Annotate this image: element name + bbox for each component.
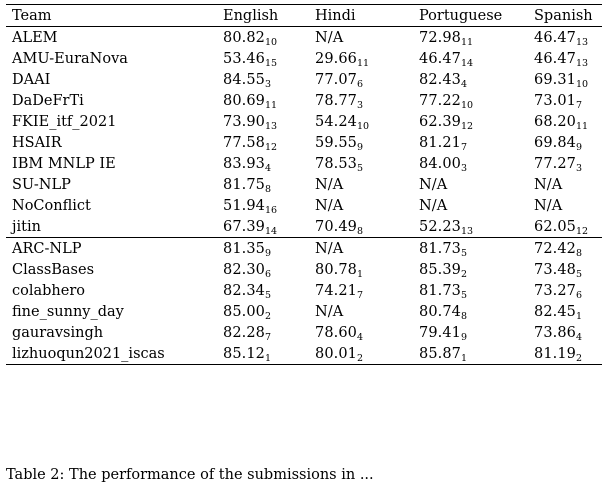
cell-score — [529, 111, 602, 132]
cell-team: ClassBases — [12, 261, 95, 278]
cell-score — [218, 322, 310, 343]
score-rank: 2 — [357, 352, 364, 364]
score-rank: 2 — [461, 268, 468, 280]
score-value: N/A — [315, 29, 344, 46]
table-row — [6, 195, 602, 216]
cell-score — [218, 216, 310, 238]
score-rank: 12 — [265, 141, 278, 153]
score-value: 73.27 — [534, 282, 577, 299]
score-rank: 3 — [576, 162, 583, 174]
cell-score — [218, 69, 310, 90]
score-rank: 1 — [461, 352, 468, 364]
cell-team: HSAIR — [12, 134, 62, 151]
cell-score — [414, 111, 529, 132]
score-rank: 11 — [357, 57, 370, 69]
cell-team: ALEM — [12, 29, 58, 46]
score-rank: 10 — [357, 120, 370, 132]
score-value: N/A — [419, 176, 448, 193]
score-rank: 7 — [461, 141, 468, 153]
table-caption: Table 2: The performance of the submissions in ... — [6, 467, 374, 483]
score-value: 73.48 — [534, 261, 577, 278]
score-value: 85.39 — [419, 261, 462, 278]
cell-team: FKIE_itf_2021 — [12, 113, 117, 130]
cell-team: fine_sunny_day — [12, 303, 124, 320]
score-value: 54.24 — [315, 113, 358, 130]
score-rank: 4 — [265, 162, 272, 174]
score-value: 69.84 — [534, 134, 577, 151]
score-value: 77.27 — [534, 155, 577, 172]
score-value: 62.05 — [534, 218, 577, 235]
table-row — [6, 111, 602, 132]
score-value: 85.00 — [223, 303, 266, 320]
score-rank: 6 — [265, 268, 272, 280]
score-rank: 2 — [265, 310, 272, 322]
cell-score — [414, 195, 529, 216]
score-value: 77.58 — [223, 134, 266, 151]
cell-score — [310, 301, 414, 322]
score-value: 84.55 — [223, 71, 266, 88]
table-row — [6, 174, 602, 195]
cell-team: ARC-NLP — [6, 238, 218, 260]
cell-score — [218, 27, 310, 49]
cell-score — [310, 48, 414, 69]
score-rank: 3 — [461, 162, 468, 174]
cell-score — [218, 132, 310, 153]
cell-score — [218, 111, 310, 132]
cell-score — [218, 343, 310, 365]
table-row — [6, 216, 602, 238]
score-rank: 1 — [357, 268, 364, 280]
score-value: 80.78 — [315, 261, 358, 278]
cell-score — [218, 301, 310, 322]
score-value: 68.20 — [534, 113, 577, 130]
score-value: 81.73 — [419, 240, 462, 257]
column-header-portuguese: Portuguese — [414, 5, 529, 27]
cell-score — [529, 238, 602, 260]
score-value: 59.55 — [315, 134, 358, 151]
score-rank: 15 — [265, 57, 278, 69]
score-value: 51.94 — [223, 197, 266, 214]
table-row — [6, 259, 602, 280]
score-value: 72.98 — [419, 29, 462, 46]
cell-team: colabhero — [12, 282, 85, 299]
cell-score — [310, 90, 414, 111]
score-value: 67.39 — [223, 218, 266, 235]
score-rank: 3 — [357, 99, 364, 111]
score-rank: 7 — [576, 99, 583, 111]
column-header-hindi: Hindi — [310, 5, 414, 27]
score-rank: 12 — [576, 225, 589, 237]
score-value: 80.74 — [419, 303, 462, 320]
score-value: N/A — [534, 197, 563, 214]
score-value: 78.77 — [315, 92, 358, 109]
score-value: 69.31 — [534, 71, 577, 88]
cell-score — [218, 280, 310, 301]
cell-team: AMU-EuraNova — [12, 50, 128, 67]
cell-score — [310, 195, 414, 216]
cell-team: NoConflict — [12, 197, 91, 214]
cell-score — [310, 216, 414, 238]
score-rank: 3 — [265, 78, 272, 90]
score-value: 72.42 — [534, 240, 577, 257]
cell-score — [529, 174, 602, 195]
score-rank: 9 — [461, 331, 468, 343]
score-value: 74.21 — [315, 282, 358, 299]
score-rank: 9 — [357, 141, 364, 153]
cell-score — [414, 216, 529, 238]
score-rank: 1 — [265, 352, 272, 364]
cell-team: lizhuoqun2021_iscas — [6, 343, 218, 365]
cell-score — [414, 301, 529, 322]
score-rank: 6 — [576, 289, 583, 301]
score-value: 82.43 — [419, 71, 462, 88]
cell-score — [414, 132, 529, 153]
score-value: 81.35 — [223, 240, 266, 257]
score-value: 78.60 — [315, 324, 358, 341]
score-rank: 10 — [576, 78, 589, 90]
cell-score — [529, 216, 602, 238]
table-row — [6, 322, 602, 343]
score-value: 46.47 — [534, 50, 577, 67]
table-row — [6, 238, 602, 260]
score-value: N/A — [315, 176, 344, 193]
cell-score — [310, 343, 414, 365]
cell-score — [310, 322, 414, 343]
score-rank: 13 — [461, 225, 474, 237]
cell-team: DAAI — [12, 71, 51, 88]
score-value: 80.82 — [223, 29, 266, 46]
score-value: 82.45 — [534, 303, 577, 320]
score-rank: 4 — [461, 78, 468, 90]
score-rank: 13 — [265, 120, 278, 132]
cell-score — [529, 259, 602, 280]
table-body — [6, 27, 602, 365]
score-rank: 14 — [461, 57, 474, 69]
cell-score — [414, 280, 529, 301]
cell-score — [414, 90, 529, 111]
score-rank: 2 — [576, 352, 583, 364]
score-value: 73.86 — [534, 324, 577, 341]
score-value: 80.69 — [223, 92, 266, 109]
cell-score — [414, 153, 529, 174]
cell-score — [218, 174, 310, 195]
score-rank: 5 — [576, 268, 583, 280]
score-value: 77.07 — [315, 71, 358, 88]
cell-score — [414, 27, 529, 49]
score-rank: 9 — [265, 247, 272, 259]
score-rank: 4 — [576, 331, 583, 343]
score-rank: 10 — [461, 99, 474, 111]
score-rank: 11 — [576, 120, 589, 132]
score-value: N/A — [419, 197, 448, 214]
cell-score — [529, 27, 602, 49]
score-rank: 13 — [576, 36, 589, 48]
cell-score — [310, 69, 414, 90]
score-rank: 8 — [357, 225, 364, 237]
cell-score — [414, 174, 529, 195]
score-value: 85.87 — [419, 345, 462, 362]
score-rank: 5 — [357, 162, 364, 174]
score-rank: 5 — [265, 289, 272, 301]
score-value: 46.47 — [534, 29, 577, 46]
score-value: 82.28 — [223, 324, 266, 341]
cell-score — [310, 280, 414, 301]
cell-score — [529, 48, 602, 69]
cell-score — [414, 48, 529, 69]
cell-score — [310, 174, 414, 195]
score-rank: 13 — [576, 57, 589, 69]
cell-score — [414, 69, 529, 90]
score-value: N/A — [534, 176, 563, 193]
score-rank: 5 — [461, 247, 468, 259]
score-value: 84.00 — [419, 155, 462, 172]
score-rank: 9 — [576, 141, 583, 153]
score-rank: 8 — [461, 310, 468, 322]
cell-score — [218, 238, 310, 260]
cell-score — [310, 259, 414, 280]
cell-score — [310, 238, 414, 260]
score-rank: 6 — [357, 78, 364, 90]
cell-score — [218, 259, 310, 280]
score-value: 70.49 — [315, 218, 358, 235]
table-header — [6, 5, 602, 27]
score-rank: 10 — [265, 36, 278, 48]
score-value: 85.12 — [223, 345, 266, 362]
cell-score — [310, 132, 414, 153]
score-rank: 11 — [461, 36, 474, 48]
results-table — [6, 4, 602, 365]
score-value: 77.22 — [419, 92, 462, 109]
cell-score — [529, 322, 602, 343]
cell-score — [414, 259, 529, 280]
score-value: 73.90 — [223, 113, 266, 130]
cell-team: SU-NLP — [12, 176, 71, 193]
score-value: 83.93 — [223, 155, 266, 172]
score-value: 79.41 — [419, 324, 462, 341]
score-rank: 1 — [576, 310, 583, 322]
table-row — [6, 301, 602, 322]
column-header-spanish: Spanish — [529, 5, 602, 27]
score-value: 82.30 — [223, 261, 266, 278]
score-rank: 7 — [357, 289, 364, 301]
table-header-row — [6, 5, 602, 27]
score-value: 29.66 — [315, 50, 358, 67]
score-value: 81.21 — [419, 134, 462, 151]
table-row — [6, 69, 602, 90]
cell-score — [529, 132, 602, 153]
cell-score — [310, 27, 414, 49]
score-value: 73.01 — [534, 92, 577, 109]
score-rank: 5 — [461, 289, 468, 301]
column-header-team: Team — [6, 5, 218, 27]
score-rank: 8 — [576, 247, 583, 259]
table-row — [6, 343, 602, 365]
column-header-english: English — [218, 5, 310, 27]
score-value: N/A — [315, 240, 344, 257]
cell-score — [529, 69, 602, 90]
table-row — [6, 90, 602, 111]
table-row — [6, 153, 602, 174]
score-rank: 14 — [265, 225, 278, 237]
cell-score — [218, 153, 310, 174]
table-row — [6, 132, 602, 153]
score-value: 80.01 — [315, 345, 358, 362]
cell-score — [218, 90, 310, 111]
score-rank: 16 — [265, 204, 278, 216]
table-row — [6, 280, 602, 301]
cell-score — [414, 322, 529, 343]
cell-team: IBM MNLP IE — [12, 155, 116, 172]
score-value: 62.39 — [419, 113, 462, 130]
cell-score — [414, 238, 529, 260]
cell-score — [529, 153, 602, 174]
cell-score — [529, 301, 602, 322]
score-value: 53.46 — [223, 50, 266, 67]
cell-score — [529, 280, 602, 301]
cell-score — [414, 343, 529, 365]
cell-score — [310, 153, 414, 174]
cell-team: DaDeFrTi — [12, 92, 84, 109]
cell-team: gauravsingh — [12, 324, 104, 341]
score-rank: 11 — [265, 99, 278, 111]
score-value: 52.23 — [419, 218, 462, 235]
score-value: N/A — [315, 303, 344, 320]
cell-score — [218, 195, 310, 216]
cell-score — [529, 90, 602, 111]
cell-score — [310, 111, 414, 132]
score-rank: 12 — [461, 120, 474, 132]
table-row — [6, 27, 602, 49]
cell-score — [529, 195, 602, 216]
score-rank: 4 — [357, 331, 364, 343]
score-value: 46.47 — [419, 50, 462, 67]
score-value: 78.53 — [315, 155, 358, 172]
score-value: 81.73 — [419, 282, 462, 299]
score-rank: 8 — [265, 183, 272, 195]
score-value: 82.34 — [223, 282, 266, 299]
cell-score — [218, 48, 310, 69]
table-row — [6, 48, 602, 69]
score-value: 81.75 — [223, 176, 266, 193]
score-rank: 7 — [265, 331, 272, 343]
score-value: 81.19 — [534, 345, 577, 362]
cell-score — [529, 343, 602, 365]
cell-team: jitin — [12, 218, 41, 235]
score-value: N/A — [315, 197, 344, 214]
